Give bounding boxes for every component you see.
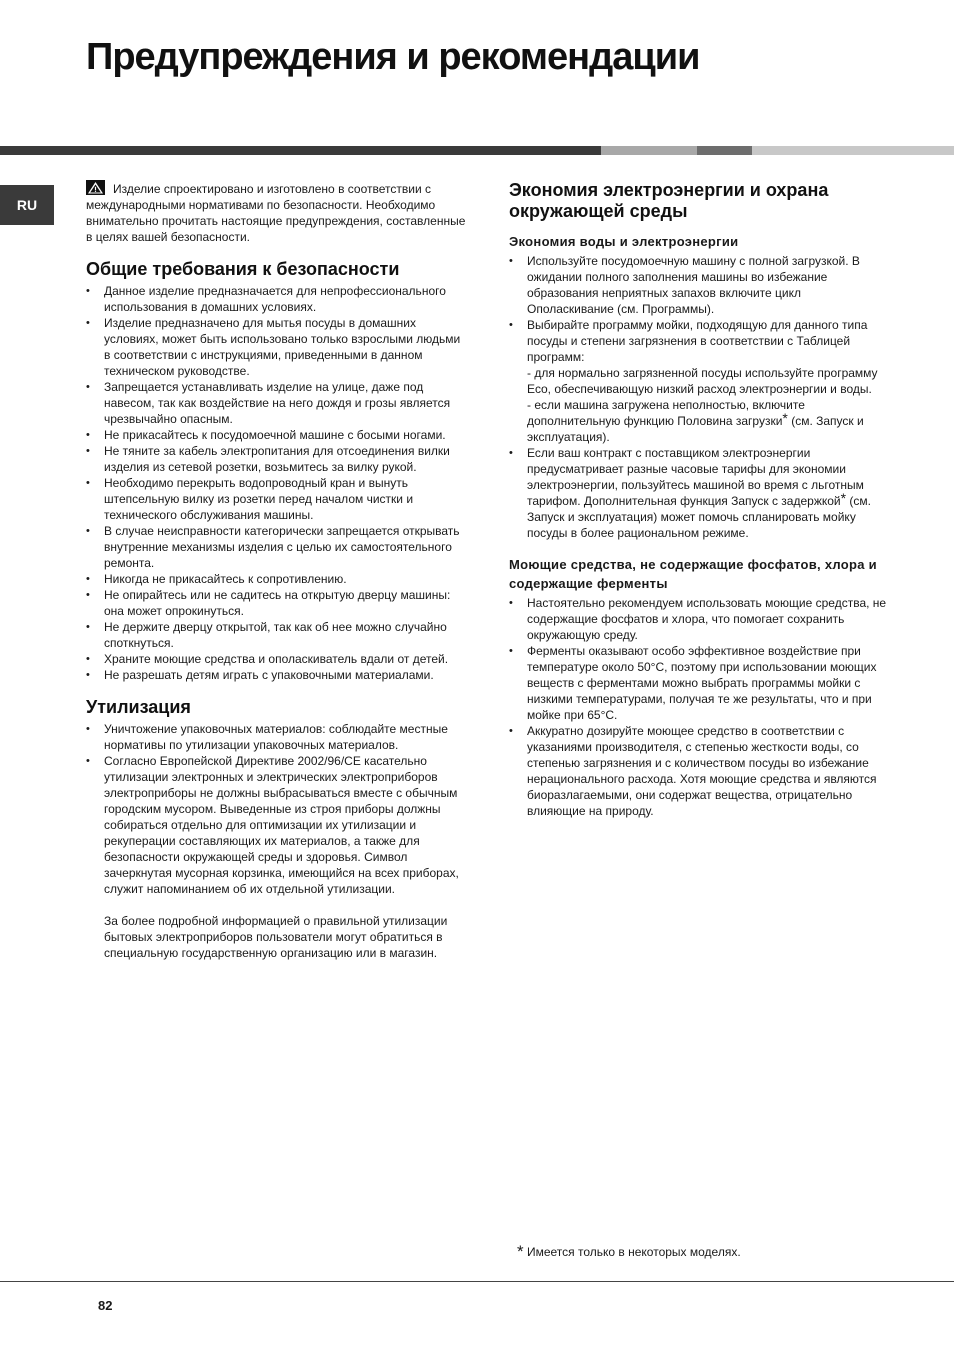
list-item: • Аккуратно дозируйте моющее средство в соответствии с указаниями производителя, с степенью жесткости воды, со степенью загрязнения и с количеством посуды во избежание нерационального расхода. Хотя моющие средства и являются биоразлагаемыми, они содержат вещества, отрицательно влияющие на природу.: [509, 723, 889, 819]
list-item: • Не опирайтесь или не садитесь на открытую дверцу машины: она может опрокинуться.: [86, 587, 466, 619]
footnote-star: *: [840, 490, 847, 506]
list-item: • Запрещается устанавливать изделие на улице, даже под навесом, так как воздействие на него дождя и грозы является чрезвычайно опасным.: [86, 379, 466, 427]
half-load-text: - если машина загружена неполностью, включите дополнительную функцию Половина загрузки* (см. Запуск и эксплуатация).: [527, 398, 864, 444]
list-item: • Не прикасайтесь к посудомоечной машине с босыми ногами.: [86, 427, 466, 443]
footnote-marker: *: [517, 1242, 524, 1261]
economy-heading: Экономия электроэнергии и охрана окружающей среды: [509, 180, 829, 221]
page-title: Предупреждения и рекомендации: [86, 36, 700, 78]
safety-heading: Общие требования к безопасности: [86, 259, 400, 279]
safety-list: [86, 283, 466, 683]
header-rule-pale: [752, 146, 954, 155]
list-item: • Не тяните за кабель электропитания для отсоединения вилки изделия из сетевой розетки, возьмитесь за вилку рукой.: [86, 443, 466, 475]
intro-paragraph: [86, 180, 466, 245]
footer-rule: [0, 1281, 954, 1282]
disposal-info-text: За более подробной информацией о правильной утилизации бытовых электроприборов пользователи могут обратиться в специальную государственную организацию или в магазин.: [104, 914, 448, 960]
list-item: • Уничтожение упаковочных материалов: соблюдайте местные нормативы по утилизации упаковочных материалов.: [86, 721, 466, 753]
footnote: [517, 1244, 741, 1260]
header-rule-dark: [0, 146, 601, 155]
list-item: • Настоятельно рекомендуем использовать моющие средства, не содержащие фосфатов и хлора, что помогает сохранить окружающую среду.: [509, 595, 889, 643]
disposal-list: [86, 721, 466, 961]
header-rule-light: [601, 146, 697, 155]
footnote-text: Имеется только в некоторых моделях.: [526, 1245, 741, 1259]
list-item: • В случае неисправности категорически запрещается открывать внутренние механизмы изделия с целью их самостоятельного ремонта.: [86, 523, 466, 571]
disposal-directive-text: Согласно Европейской Директиве 2002/96/CE касательно утилизации электронных и электрических электроприборов электроприборы не должны выбрасываться вместе с обычным городским мусором. Выведенные из строя приборы должны собираться отдельно для оптимизации их утилизации и рекуперации составляющих их материалов, а также для безопасности окружающей среды и здоровья. Символ зачеркнутая мусорная корзинка, имеющийся на всех приборах, служит напоминанием об их отдельной утилизации.: [104, 754, 459, 896]
list-item: [86, 753, 466, 961]
warning-icon: [86, 180, 105, 195]
right-column: [509, 180, 889, 819]
program-choice-text: • Выбирайте программу мойки, подходящую для данного типа посуды и степени загрязнения в соответствии с Таблицей программ:: [527, 318, 868, 364]
page-number: 82: [98, 1298, 113, 1313]
list-item: • Не разрешать детям играть с упаковочными материалами.: [86, 667, 466, 683]
list-item: • Никогда не прикасайтесь к сопротивлению.: [86, 571, 466, 587]
list-item: • Не держите дверцу открытой, так как об нее можно случайно споткнуться.: [86, 619, 466, 651]
water-economy-heading: Экономия воды и электроэнергии: [509, 234, 739, 249]
list-item: • Храните моющие средства и ополаскиватель вдали от детей.: [86, 651, 466, 667]
list-item: • Используйте посудомоечную машину с полной загрузкой. В ожидании полного заполнения машины во избежание образования неприятных запахов включите цикл Ополаскивание (см. Программы).: [509, 253, 889, 317]
list-item: • Данное изделие предназначается для непрофессионального использования в домашних условиях.: [86, 283, 466, 315]
detergents-heading: Моющие средства, не содержащие фосфатов, хлора и содержащие ферменты: [509, 557, 877, 591]
left-column: [86, 180, 466, 961]
list-item: • Ферменты оказывают особо эффективное воздействие при температуре около 50°С, поэтому при использовании моющих веществ с ферментами можно выбрать программы мойки с низкими температурами, получая те же результаты, что и при мойке при 65°С.: [509, 643, 889, 723]
list-item: • Необходимо перекрыть водопроводный кран и вынуть штепсельную вилку из розетки перед началом чистки и технического обслуживания машины.: [86, 475, 466, 523]
language-badge: RU: [0, 185, 54, 225]
detergents-list: [509, 595, 889, 819]
list-item: • Изделие предназначено для мытья посуды в домашних условиях, может быть использовано только взрослыми людьми в соответствии с инструкциями, приведенными в данном техническом руководстве.: [86, 315, 466, 379]
water-economy-list: [509, 253, 889, 541]
header-rule-mid: [697, 146, 752, 155]
disposal-heading: Утилизация: [86, 697, 191, 717]
footnote-star: *: [782, 410, 788, 426]
list-item: [509, 317, 889, 445]
list-item: • Если ваш контракт с поставщиком электроэнергии предусматривает разные часовые тарифы для экономии электроэнергии, пользуйтесь машиной во время с льготным тарифом. Дополнительная функция Запуск с задержкой* (см. Запуск и эксплуатация) может помочь спланировать мойку посуды в более рациональном режиме.: [509, 445, 889, 541]
eco-program-text: - для нормально загрязненной посуды используйте программу Eco, обеспечивающую низкий расход электроэнергии и воды.: [527, 366, 878, 396]
intro-text: Изделие спроектировано и изготовлено в соответствии с международными нормативами по безопасности. Необходимо внимательно прочитать настоящие предупреждения, составленные в целях вашей безопасности.: [86, 182, 466, 244]
